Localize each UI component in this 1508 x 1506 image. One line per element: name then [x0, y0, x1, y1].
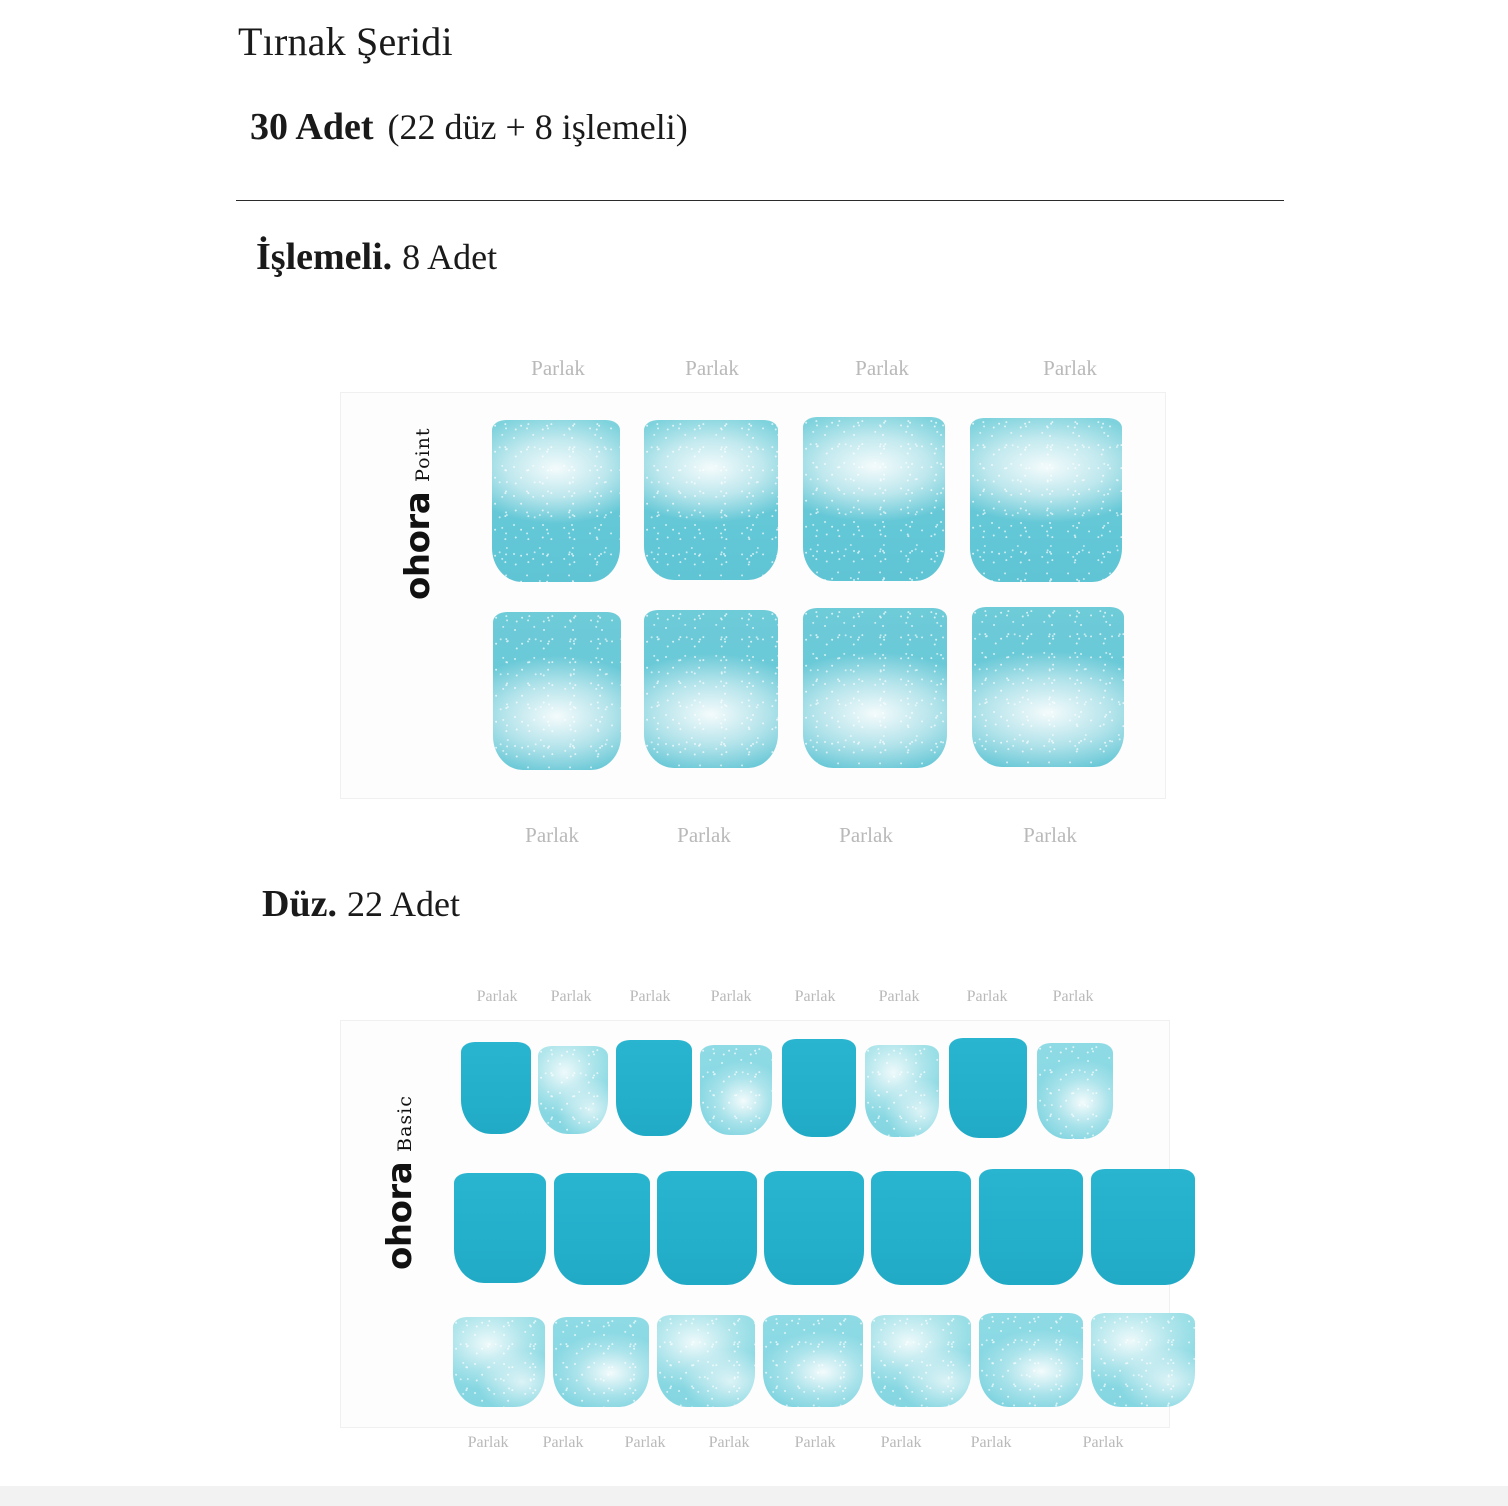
- total-count-line: [250, 105, 688, 149]
- brand-name: ohora: [380, 1161, 420, 1270]
- glitter-texture: [803, 608, 947, 768]
- section-heading-point-strong: İşlemeli.: [256, 236, 393, 278]
- nail-item: [554, 1173, 650, 1285]
- glitter-texture: [970, 418, 1122, 582]
- nail-item: [865, 1045, 939, 1137]
- page-title: Tırnak Şeridi: [238, 19, 453, 64]
- total-count-detail: (22 düz + 8 işlemeli): [387, 107, 688, 147]
- glitter-texture: [1037, 1043, 1113, 1139]
- nail-item: [454, 1173, 546, 1283]
- nail-item: [492, 420, 620, 582]
- glitter-texture: [803, 417, 945, 581]
- glitter-texture: [700, 1045, 772, 1135]
- finish-label: Parlak: [794, 1434, 836, 1451]
- finish-label: Parlak: [531, 356, 585, 380]
- section-heading-basic-count: 22 Adet: [346, 884, 460, 924]
- finish-label: Parlak: [855, 356, 909, 380]
- glitter-texture: [871, 1315, 971, 1407]
- nail-item: [764, 1171, 864, 1285]
- finish-label: Parlak: [550, 988, 592, 1005]
- finish-label: Parlak: [685, 356, 739, 380]
- glitter-texture: [453, 1317, 545, 1407]
- glitter-texture: [763, 1315, 863, 1407]
- nail-item: [461, 1042, 531, 1134]
- section-heading-point: [256, 235, 497, 279]
- nail-sheet-basic: [341, 1021, 1169, 1427]
- finish-label: Parlak: [970, 1434, 1012, 1451]
- nail-item: [700, 1045, 772, 1135]
- nail-item: [1091, 1169, 1195, 1285]
- nail-item: [979, 1169, 1083, 1285]
- nail-item: [657, 1171, 757, 1285]
- finish-label: Parlak: [1052, 988, 1094, 1005]
- finish-label: Parlak: [542, 1434, 584, 1451]
- glitter-texture: [972, 607, 1124, 767]
- brand-sub-label: Point: [412, 427, 434, 482]
- page-bottom-bar: [0, 1486, 1508, 1506]
- finish-label: Parlak: [1082, 1434, 1124, 1451]
- glitter-texture: [644, 610, 778, 768]
- glitter-texture: [493, 612, 621, 770]
- finish-label: Parlak: [708, 1434, 750, 1451]
- finish-label: Parlak: [525, 823, 579, 847]
- header-divider: [236, 200, 1284, 201]
- glitter-texture: [979, 1313, 1083, 1407]
- finish-label: Parlak: [878, 988, 920, 1005]
- nail-item: [803, 608, 947, 768]
- glitter-texture: [492, 420, 620, 582]
- finish-label: Parlak: [1043, 356, 1097, 380]
- section-heading-basic-strong: Düz.: [262, 883, 337, 925]
- nail-item: [763, 1315, 863, 1407]
- nail-item: [493, 612, 621, 770]
- nail-item: [453, 1317, 545, 1407]
- nail-item: [1091, 1313, 1195, 1407]
- nail-item: [871, 1315, 971, 1407]
- section-heading-point-count: 8 Adet: [402, 237, 498, 277]
- total-count-value: 30 Adet: [250, 106, 374, 148]
- nail-item: [1037, 1043, 1113, 1139]
- glitter-texture: [865, 1045, 939, 1137]
- glitter-texture: [553, 1317, 649, 1407]
- nail-item: [803, 417, 945, 581]
- finish-label: Parlak: [624, 1434, 666, 1451]
- glitter-texture: [644, 420, 778, 580]
- nail-sheet-point: [341, 393, 1165, 798]
- finish-label: Parlak: [677, 823, 731, 847]
- nail-item: [949, 1038, 1027, 1138]
- nail-item: [644, 610, 778, 768]
- section-heading-basic: [262, 882, 460, 926]
- finish-label: Parlak: [794, 988, 836, 1005]
- nail-item: [970, 418, 1122, 582]
- nail-item: [657, 1315, 755, 1407]
- finish-label: Parlak: [839, 823, 893, 847]
- brand-logo-point: [398, 427, 438, 600]
- nail-item: [616, 1040, 692, 1136]
- glitter-texture: [1091, 1313, 1195, 1407]
- finish-label: Parlak: [467, 1434, 509, 1451]
- finish-label: Parlak: [880, 1434, 922, 1451]
- nail-item: [553, 1317, 649, 1407]
- brand-name: ohora: [398, 491, 438, 600]
- glitter-texture: [657, 1315, 755, 1407]
- nail-item: [972, 607, 1124, 767]
- nail-item: [871, 1171, 971, 1285]
- brand-logo-basic: [380, 1095, 420, 1270]
- finish-label: Parlak: [1023, 823, 1077, 847]
- brand-sub-label: Basic: [394, 1095, 416, 1152]
- finish-label: Parlak: [710, 988, 752, 1005]
- finish-label: Parlak: [629, 988, 671, 1005]
- nail-item: [782, 1039, 856, 1137]
- finish-label: Parlak: [476, 988, 518, 1005]
- glitter-texture: [538, 1046, 608, 1134]
- nail-item: [538, 1046, 608, 1134]
- nail-item: [644, 420, 778, 580]
- finish-label: Parlak: [966, 988, 1008, 1005]
- nail-item: [979, 1313, 1083, 1407]
